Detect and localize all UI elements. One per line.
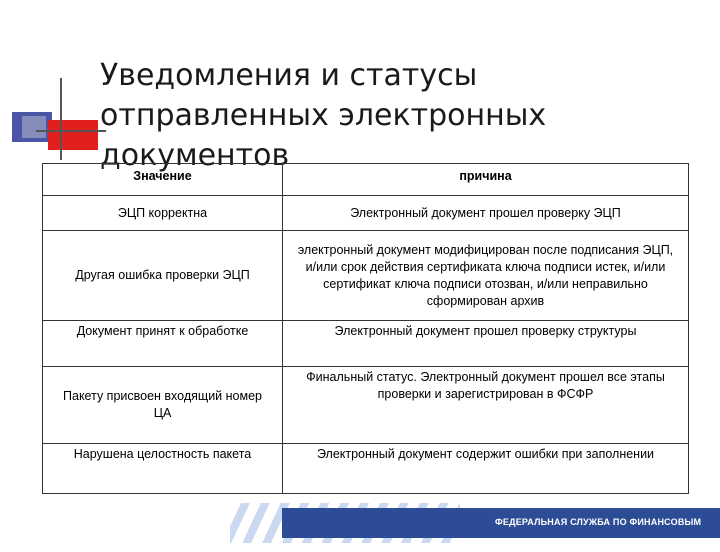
- row-reason: Электронный документ прошел проверку ЭЦП: [283, 196, 689, 231]
- row-reason: электронный документ модифицирован после подписания ЭЦП, и/или срок действия сертификата ключа подписи истек, и/или сертификат ключа подписи отозван, и/или неправильно сформирован архив: [283, 231, 689, 321]
- row-value: Другая ошибка проверки ЭЦП: [43, 231, 283, 321]
- row-value: Документ принят к обработке: [43, 321, 283, 367]
- table-header-row: [43, 164, 689, 196]
- table-row: [43, 231, 689, 321]
- table-row: [43, 367, 689, 444]
- table-row: [43, 444, 689, 494]
- row-reason: Электронный документ прошел проверку структуры: [283, 321, 689, 367]
- status-table: [42, 163, 689, 494]
- row-reason: Финальный статус. Электронный документ прошел все этапы проверки и зарегистрирован в ФСФР: [283, 367, 689, 444]
- logo-horizontal-line: [36, 130, 106, 132]
- footer-org-name: ФЕДЕРАЛЬНАЯ СЛУЖБА ПО ФИНАНСОВЫМ РЫНКАМ: [495, 517, 702, 547]
- header-reason: причина: [283, 164, 689, 196]
- row-value: Нарушена целостность пакета: [43, 444, 283, 494]
- logo-vertical-line: [60, 78, 62, 160]
- row-value: ЭЦП корректна: [43, 196, 283, 231]
- slide-title: Уведомления и статусы отправленных электронных документов: [100, 58, 547, 173]
- row-value: Пакету присвоен входящий номер ЦА: [43, 367, 283, 444]
- logo-gray-square: [22, 116, 46, 138]
- logo-red-square: [48, 120, 98, 150]
- table-row: [43, 321, 689, 367]
- table-row: [43, 196, 689, 231]
- row-reason: Электронный документ содержит ошибки при заполнении: [283, 444, 689, 494]
- header-value: Значение: [43, 164, 283, 196]
